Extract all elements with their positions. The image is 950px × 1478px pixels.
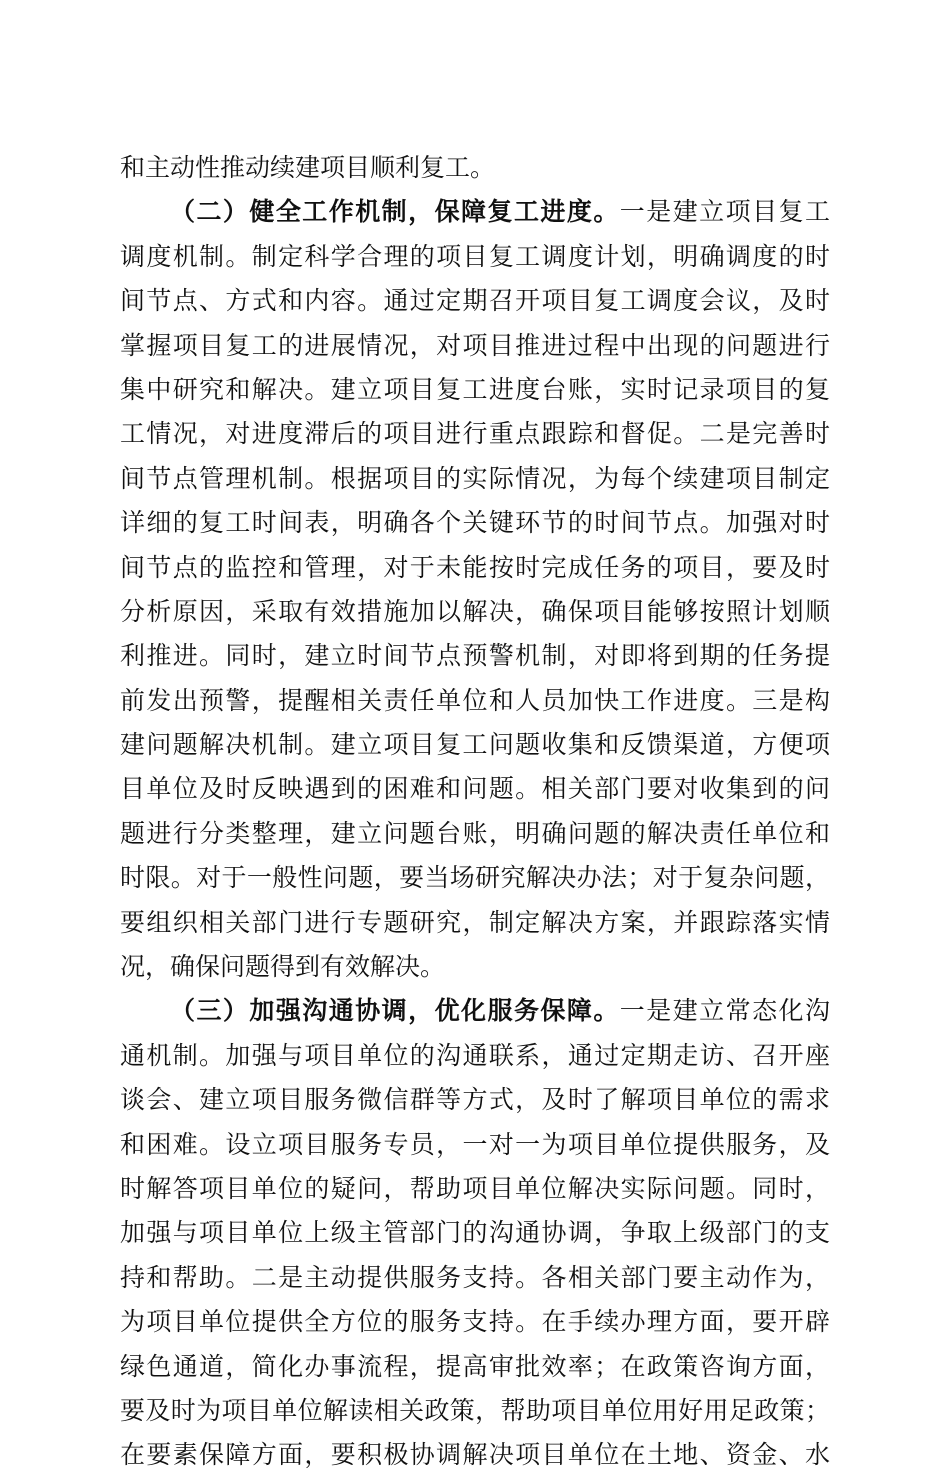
text-line: 要及时为项目单位解读相关政策，帮助项目单位用好用足政策； (120, 1395, 830, 1425)
section-heading-2: （二）健全工作机制，保障复工进度。 (170, 197, 620, 227)
text-line: 建问题解决机制。建立项目复工问题收集和反馈渠道，方便项 (120, 730, 830, 760)
text-line (120, 989, 830, 1033)
text-line: 目单位及时反映遇到的困难和问题。相关部门要对收集到的问 (120, 774, 830, 804)
text-line: 和主动性推动续建项目顺利复工。 (120, 153, 496, 182)
text-line: 题进行分类整理，建立问题台账，明确问题的解决责任单位和 (120, 818, 830, 848)
text-line: 分析原因，采取有效措施加以解决，确保项目能够按照计划顺 (120, 596, 830, 626)
text-line: 时解答项目单位的疑问，帮助项目单位解决实际问题。同时， (120, 1173, 830, 1203)
text-line: 持和帮助。二是主动提供服务支持。各相关部门要主动作为， (120, 1262, 830, 1292)
text-line: 间节点的监控和管理，对于未能按时完成任务的项目，要及时 (120, 552, 830, 582)
document-body (120, 146, 830, 1478)
text-line: 前发出预警，提醒相关责任单位和人员加快工作进度。三是构 (120, 685, 830, 715)
text-fragment: 一是建立项目复工 (619, 197, 830, 227)
text-line: 和困难。设立项目服务专员，一对一为项目单位提供服务，及 (120, 1129, 830, 1159)
text-line: 详细的复工时间表，明确各个关键环节的时间节点。加强对时 (120, 508, 830, 538)
text-line (120, 190, 830, 234)
text-line: 要组织相关部门进行专题研究，制定解决方案，并跟踪落实情 (120, 907, 830, 937)
text-line: 间节点、方式和内容。通过定期召开项目复工调度会议，及时 (120, 286, 830, 316)
section-heading-3: （三）加强沟通协调，优化服务保障。 (170, 996, 620, 1026)
text-line: 调度机制。制定科学合理的项目复工调度计划，明确调度的时 (120, 241, 830, 271)
text-line: 绿色通道，简化办事流程，提高审批效率；在政策咨询方面， (120, 1351, 830, 1381)
text-line: 况，确保问题得到有效解决。 (120, 952, 446, 982)
text-line: 加强与项目单位上级主管部门的沟通协调，争取上级部门的支 (120, 1218, 830, 1248)
text-fragment: 一是建立常态化沟 (619, 996, 830, 1026)
paragraph-work-mechanism (120, 190, 830, 989)
text-line: 工情况，对进度滞后的项目进行重点跟踪和督促。二是完善时 (120, 419, 830, 449)
text-line: 在要素保障方面，要积极协调解决项目单位在土地、资金、水 (120, 1440, 830, 1470)
paragraph-communication (120, 989, 830, 1477)
text-line: 间节点管理机制。根据项目的实际情况，为每个续建项目制定 (120, 463, 830, 493)
text-line: 掌握项目复工的进展情况，对项目推进过程中出现的问题进行 (120, 330, 830, 360)
text-line: 利推进。同时，建立时间节点预警机制，对即将到期的任务提 (120, 641, 830, 671)
text-line: 为项目单位提供全方位的服务支持。在手续办理方面，要开辟 (120, 1307, 830, 1337)
text-line: 集中研究和解决。建立项目复工进度台账，实时记录项目的复 (120, 374, 830, 404)
text-line: 通机制。加强与项目单位的沟通联系，通过定期走访、召开座 (120, 1040, 830, 1070)
text-line: 时限。对于一般性问题，要当场研究解决办法；对于复杂问题， (120, 863, 830, 893)
paragraph-continuation (120, 146, 830, 190)
text-line: 谈会、建立项目服务微信群等方式，及时了解项目单位的需求 (120, 1085, 830, 1115)
